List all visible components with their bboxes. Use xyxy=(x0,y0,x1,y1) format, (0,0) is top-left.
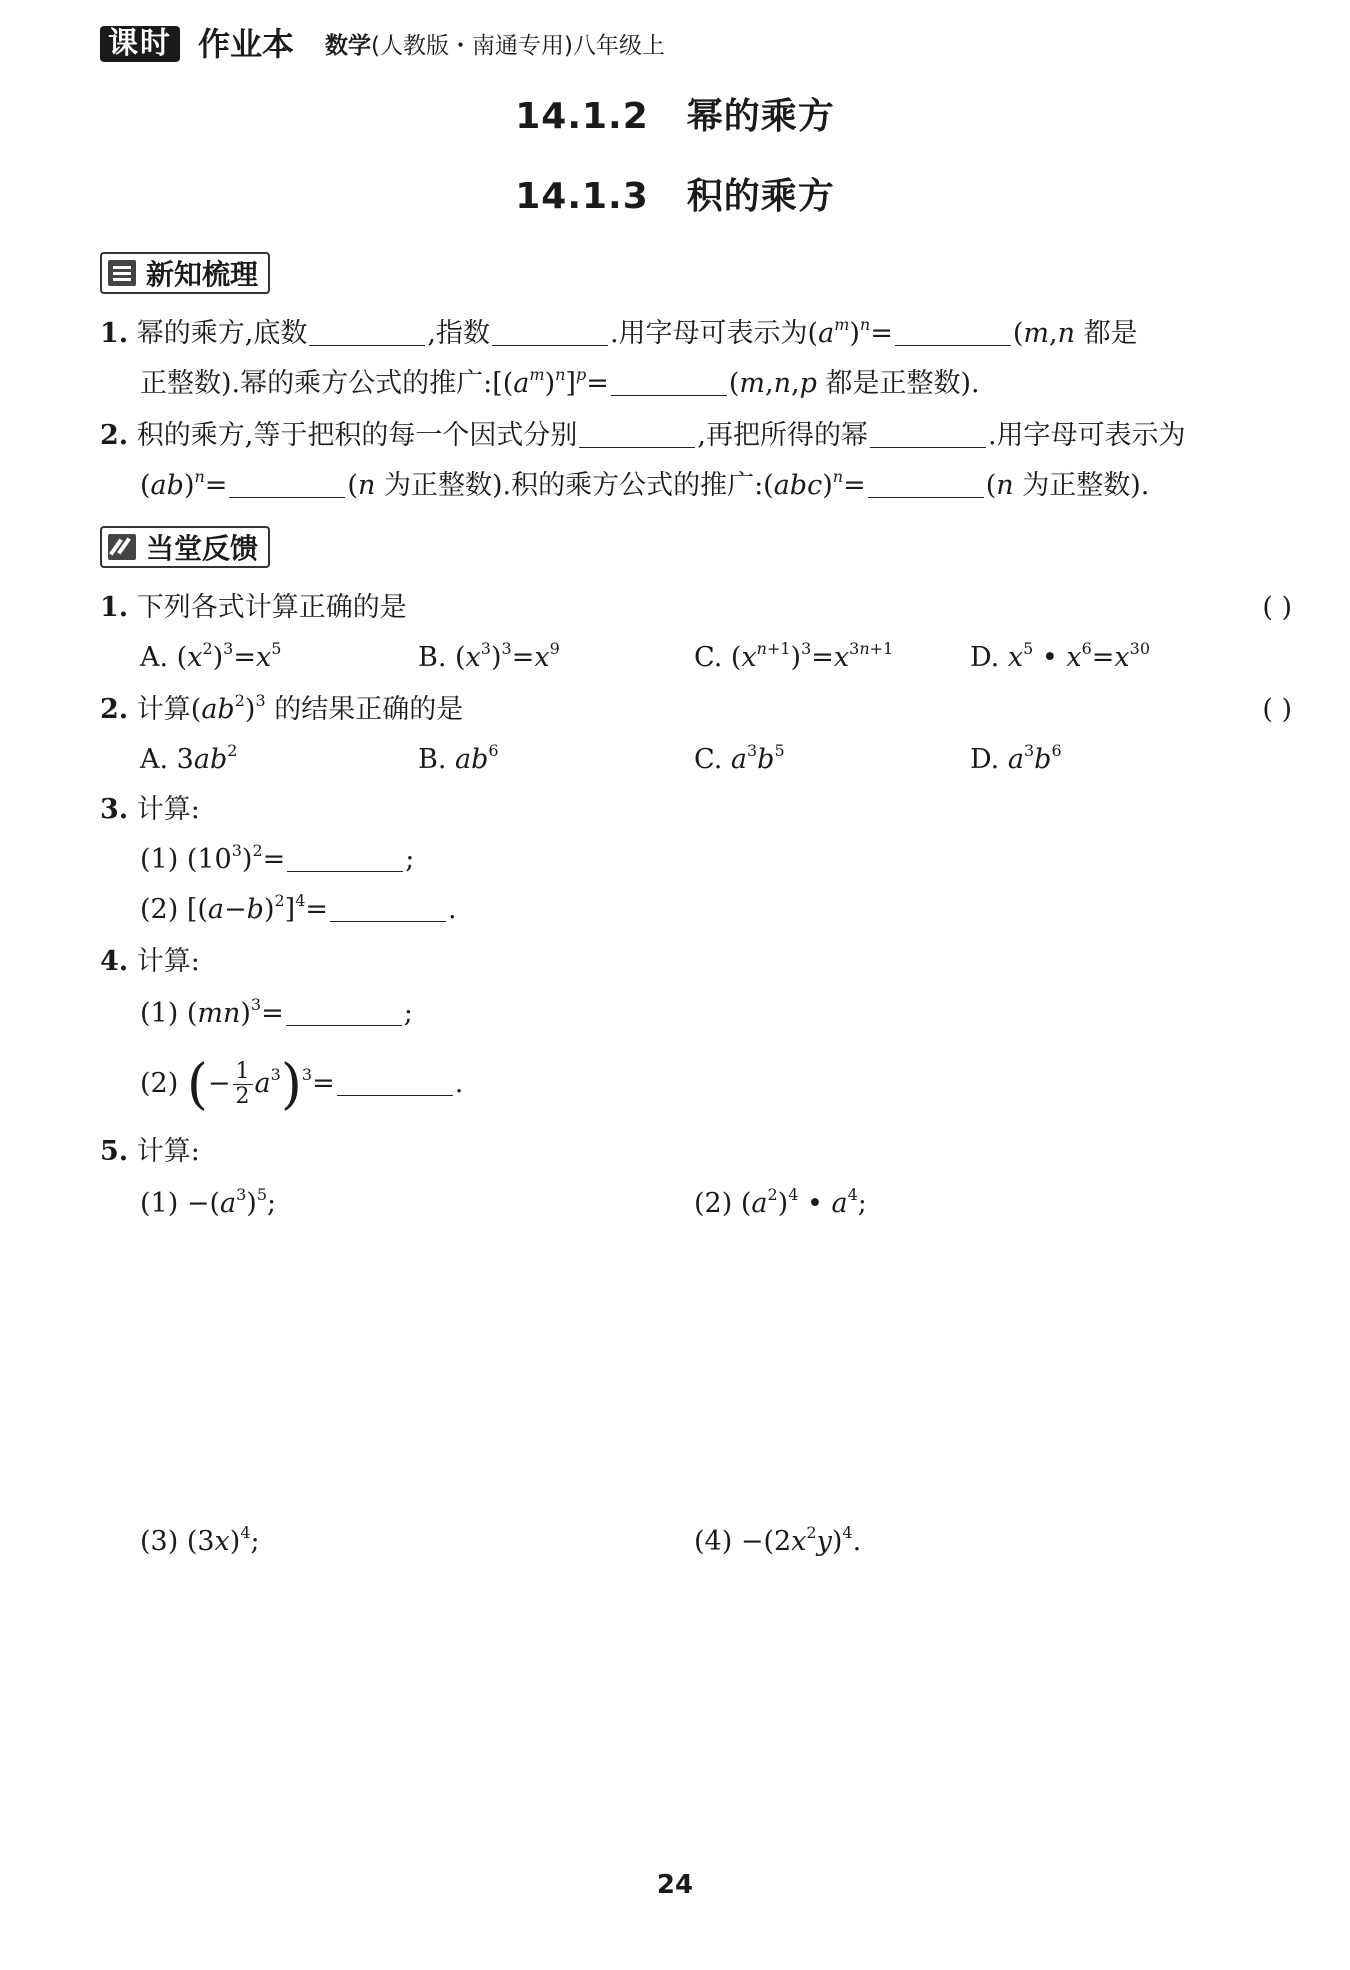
answer-blank[interactable] xyxy=(330,893,446,922)
section-name-2: 积的乘方 xyxy=(686,176,835,217)
tag-feedback xyxy=(100,526,270,568)
text: ( xyxy=(1012,318,1024,349)
book-subtitle xyxy=(325,30,665,62)
text: 的结果正确的是 xyxy=(274,694,464,725)
question-number: 1. xyxy=(100,318,129,349)
text: .用字母可表示为( xyxy=(609,318,819,349)
option-d[interactable]: D. $x^5$ • $x^6=x^{30}$ xyxy=(970,639,1151,673)
text: 为正整数).积的乘方公式的推广:( xyxy=(383,470,774,501)
option-b[interactable]: B. $ab^6$ xyxy=(418,741,499,775)
text: 都是 xyxy=(1083,318,1138,349)
tag-review-label: 新知梳理 xyxy=(146,258,259,291)
answer-blank[interactable] xyxy=(492,317,608,346)
text: 都是正整数). xyxy=(825,368,980,399)
answer-blank[interactable] xyxy=(870,419,986,448)
q3-part2: (2) $[(a-b)^2]^4=$ . xyxy=(140,891,457,925)
tag-review xyxy=(100,252,270,294)
review-q1-line1: 1. 幂的乘方,底数 ,指数 .用字母可表示为$(a^m)^n= (m,n$ 都是 xyxy=(100,315,1138,349)
answer-blank[interactable] xyxy=(611,367,727,396)
option-c[interactable]: C. $(x^{n+1})^3=x^{3n+1}$ xyxy=(694,639,894,673)
feedback-q4 xyxy=(100,942,200,982)
text: 下列各式计算正确的是 xyxy=(136,592,407,623)
section-name-1: 幂的乘方 xyxy=(686,96,835,137)
answer-blank[interactable] xyxy=(895,317,1011,346)
logo: 课时 xyxy=(100,26,180,62)
question-number: 4. xyxy=(100,946,129,977)
review-q2-line2: (ab)$^n$= (n 为正整数).积的乘方公式的推广:(abc)$^n$= (n 为正整数). xyxy=(140,467,1150,501)
text: 为正整数). xyxy=(1022,470,1150,501)
book-icon xyxy=(108,260,136,286)
option-a[interactable]: A. $3ab^2$ xyxy=(140,741,238,775)
section-title-1 xyxy=(0,94,1350,140)
q3-part1: (1) $(10^3)^2=$ ; xyxy=(140,841,415,875)
section-title-2 xyxy=(0,174,1350,220)
page-number: 24 xyxy=(656,1870,694,1900)
book-title: 作业本 xyxy=(198,25,295,63)
option-c[interactable]: C. $a^3b^5$ xyxy=(694,741,785,775)
answer-blank[interactable] xyxy=(579,419,695,448)
question-number: 3. xyxy=(100,794,129,825)
subject: 数学 xyxy=(325,33,371,59)
question-number: 5. xyxy=(100,1136,129,1167)
feedback-q1 xyxy=(100,588,407,628)
answer-blank[interactable] xyxy=(287,843,403,872)
text: 正整数).幂的乘方公式的推广:[( xyxy=(140,368,514,399)
question-number: 1. xyxy=(100,592,129,623)
review-q1-line2: 正整数).幂的乘方公式的推广$:[(a^m)^n]^p= (m,n,p$ 都是正整数). xyxy=(140,365,980,399)
answer-parentheses[interactable]: ( ) xyxy=(1262,694,1292,725)
option-d[interactable]: D. $a^3b^6$ xyxy=(970,741,1062,775)
question-number: 2. xyxy=(100,420,129,451)
text: ( xyxy=(728,368,740,399)
pencil-icon xyxy=(108,534,136,560)
text: 计算: xyxy=(136,946,200,977)
text: .用字母可表示为 xyxy=(987,420,1186,451)
question-number: 2. xyxy=(100,694,129,725)
text: 幂的乘方,底数 xyxy=(136,318,308,349)
section-number-1: 14.1.2 xyxy=(515,96,649,137)
feedback-q2: 2. 计算$(ab^2)^3$ 的结果正确的是 xyxy=(100,691,464,725)
review-q2-line1 xyxy=(100,416,1186,456)
q5-part3: (3) $(3x)^4$; xyxy=(140,1523,260,1557)
edition: (人教版・南通专用)八年级上 xyxy=(371,33,665,59)
answer-blank[interactable] xyxy=(229,469,345,498)
q4-part1: (1) (mn)$^3$= ; xyxy=(140,995,413,1029)
answer-blank[interactable] xyxy=(309,317,425,346)
text: ,指数 xyxy=(427,318,490,349)
q5-part1: $(1) -(a^3)^5$; xyxy=(140,1185,277,1219)
text: 计算( xyxy=(136,694,202,725)
text: ( xyxy=(347,470,358,501)
answer-blank[interactable] xyxy=(337,1067,453,1096)
feedback-q3 xyxy=(100,790,200,830)
answer-blank[interactable] xyxy=(286,997,402,1026)
q4-part2: (2) (− $\frac{1}{2}$ $a^3)^3=$ . xyxy=(140,1052,464,1116)
q5-part2: (2) $(a^2)^4$ • $a^4$; xyxy=(694,1185,867,1219)
q5-part4: $(4) -(2x^2y)^4$. xyxy=(694,1523,862,1557)
feedback-q5 xyxy=(100,1132,200,1172)
text: 计算: xyxy=(136,794,200,825)
section-number-2: 14.1.3 xyxy=(515,176,649,217)
text: 计算: xyxy=(136,1136,200,1167)
answer-blank[interactable] xyxy=(868,469,984,498)
tag-feedback-label: 当堂反馈 xyxy=(146,532,259,565)
answer-parentheses[interactable]: ( ) xyxy=(1262,592,1292,623)
option-a[interactable]: A. $(x^2)^3=x^5$ xyxy=(140,639,282,673)
text: ,再把所得的幂 xyxy=(697,420,868,451)
text: 积的乘方,等于把积的每一个因式分别 xyxy=(136,420,578,451)
option-b[interactable]: B. $(x^3)^3=x^9$ xyxy=(418,639,560,673)
